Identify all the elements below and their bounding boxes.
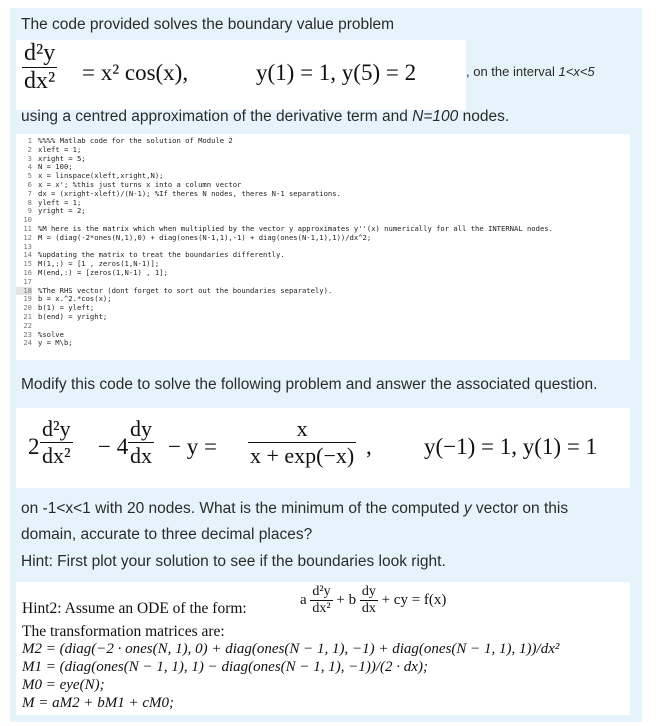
code-line — [16, 190, 630, 199]
code-line — [16, 304, 630, 313]
hint2-transform: The transformation matrices are: — [22, 623, 225, 640]
line-number: 16 — [23, 267, 32, 277]
line-number: 18 — [16, 287, 32, 296]
eq2-second-derivative: $\frac{\text{d²y}}{\text{dx²}}$ — [42, 416, 71, 468]
code-text: b(1) = yleft; — [38, 303, 95, 313]
code-text: b(end) = yright; — [38, 311, 108, 321]
equation-2 — [16, 408, 630, 488]
hint2-ode: a $\frac{\text{d²y}}{\text{dx²}}$ + b $\frac{dy}{dx}$ + cy = f(x) — [300, 584, 447, 616]
code-line — [16, 146, 630, 155]
code-line — [16, 331, 630, 340]
hint2-box — [16, 582, 630, 715]
approximation-text: using a centred approximation of the derivative term and N=100 nodes. — [21, 108, 510, 125]
line-number: 2 — [27, 144, 32, 154]
question-line-1: on -1<x<1 with 20 nodes. What is the minimum of the computed y vector on this — [21, 500, 569, 517]
code-text: N = 100; — [38, 162, 73, 172]
line-number: 3 — [27, 153, 32, 163]
eq2-minus-y: − y = — [168, 434, 217, 459]
code-line — [16, 234, 630, 243]
code-line — [16, 155, 630, 164]
code-line — [16, 199, 630, 208]
line-number: 17 — [23, 276, 32, 286]
code-text: dx = (xright-xleft)/(N-1); %If theres N nodes, theres N-1 separations. — [38, 188, 341, 198]
line-number: 6 — [27, 179, 32, 189]
code-line — [16, 269, 630, 278]
intro-text: The code provided solves the boundary value problem — [21, 16, 395, 33]
code-text: b = x.^2.*cos(x); — [38, 294, 112, 304]
code-line — [16, 339, 630, 348]
line-number: 13 — [23, 241, 32, 251]
line-number: 4 — [27, 162, 32, 172]
hint2-m2: M2 = (diag(−2 · ones(N, 1), 0) + diag(ones(N − 1, 1), −1) + diag(ones(N − 1, 1), 1))/dx² — [22, 641, 560, 657]
line-number: 8 — [27, 197, 32, 207]
line-number: 15 — [23, 259, 32, 269]
line-number: 22 — [23, 320, 32, 330]
eq2-comma: , — [366, 434, 372, 459]
hint-text: Hint: First plot your solution to see if the boundaries look right. — [21, 553, 446, 570]
line-number: 9 — [27, 206, 32, 216]
line-number: 7 — [27, 188, 32, 198]
line-number: 23 — [23, 329, 32, 339]
equation-1-rhs: = x² cos(x), — [82, 60, 189, 85]
code-text: %M here is the matrix which when multiplied by the vector y approximates y''(x) numerically for all the INTERNAL nodes. — [38, 223, 553, 233]
code-line — [16, 322, 630, 331]
code-text: xright = 5; — [38, 153, 86, 163]
interval-text: , on the interval 1<x<5 — [466, 64, 595, 79]
line-number: 10 — [23, 215, 32, 225]
modify-text: Modify this code to solve the following problem and answer the associated question. — [21, 376, 598, 393]
code-text: y = M\b; — [38, 338, 73, 348]
line-number: 1 — [27, 136, 32, 145]
line-number: 19 — [23, 294, 32, 304]
line-number: 12 — [23, 232, 32, 242]
line-number: 21 — [23, 311, 32, 321]
code-text: %updating the matrix to treat the boundaries differently. — [38, 250, 285, 260]
code-lines — [16, 134, 630, 348]
eq2-bcs: y(−1) = 1, y(1) = 1 — [424, 434, 598, 459]
code-text: M(1,:) = [1 , zeros(1,N-1)]; — [38, 259, 160, 269]
second-derivative: $\frac{\text{d²y}}{\text{dx²}}$ — [24, 40, 56, 94]
code-text: %solve — [38, 329, 64, 339]
line-number: 5 — [27, 171, 32, 181]
code-line — [16, 295, 630, 304]
equation-1 — [16, 40, 466, 110]
code-line — [16, 207, 630, 216]
code-text: x = linspace(xleft,xright,N); — [38, 171, 164, 181]
hint2-m1: M1 = (diag(ones(N − 1, 1), 1) − diag(ones(N − 1, 1), −1))/(2 · dx); — [22, 659, 428, 675]
code-text: x = x'; %this just turns x into a column vector — [38, 179, 242, 189]
question-line-2: domain, accurate to three decimal places? — [21, 526, 313, 543]
code-text: yleft = 1; — [38, 197, 82, 207]
code-text: yright = 2; — [38, 206, 86, 216]
code-text: M(end,:) = [zeros(1,N-1) , 1]; — [38, 267, 168, 277]
code-text: xleft = 1; — [38, 144, 82, 154]
code-block — [16, 134, 630, 360]
code-text: %The RHS vector (dont forget to sort out the boundaries separately). — [38, 285, 333, 295]
code-text: %%%% Matlab code for the solution of Module 2 — [38, 136, 233, 145]
eq2-rhs-fraction: $\frac{x}{x + \exp(-x)}$ — [250, 416, 355, 468]
hint2-m0: M0 = eye(N); — [22, 677, 105, 693]
eq2-first-derivative: $\frac{dy}{dx}$ — [130, 416, 152, 468]
code-text: M = (diag(-2*ones(N,1),0) + diag(ones(N-1,1),-1) + diag(ones(N-1,1),1))/dx^2; — [38, 232, 372, 242]
line-number: 24 — [23, 338, 32, 348]
coefficient-minus4: − 4 — [98, 434, 129, 459]
hint2-m: M = aM2 + bM1 + cM0; — [22, 695, 174, 711]
line-number: 20 — [23, 303, 32, 313]
code-line — [16, 137, 630, 146]
hint2-label: Hint2: Assume an ODE of the form: — [22, 600, 247, 617]
line-number: 14 — [23, 250, 32, 260]
line-number: 11 — [23, 223, 32, 233]
equation-1-bcs: y(1) = 1, y(5) = 2 — [256, 60, 417, 85]
coefficient-2: 2 — [28, 434, 40, 459]
code-line — [16, 313, 630, 322]
